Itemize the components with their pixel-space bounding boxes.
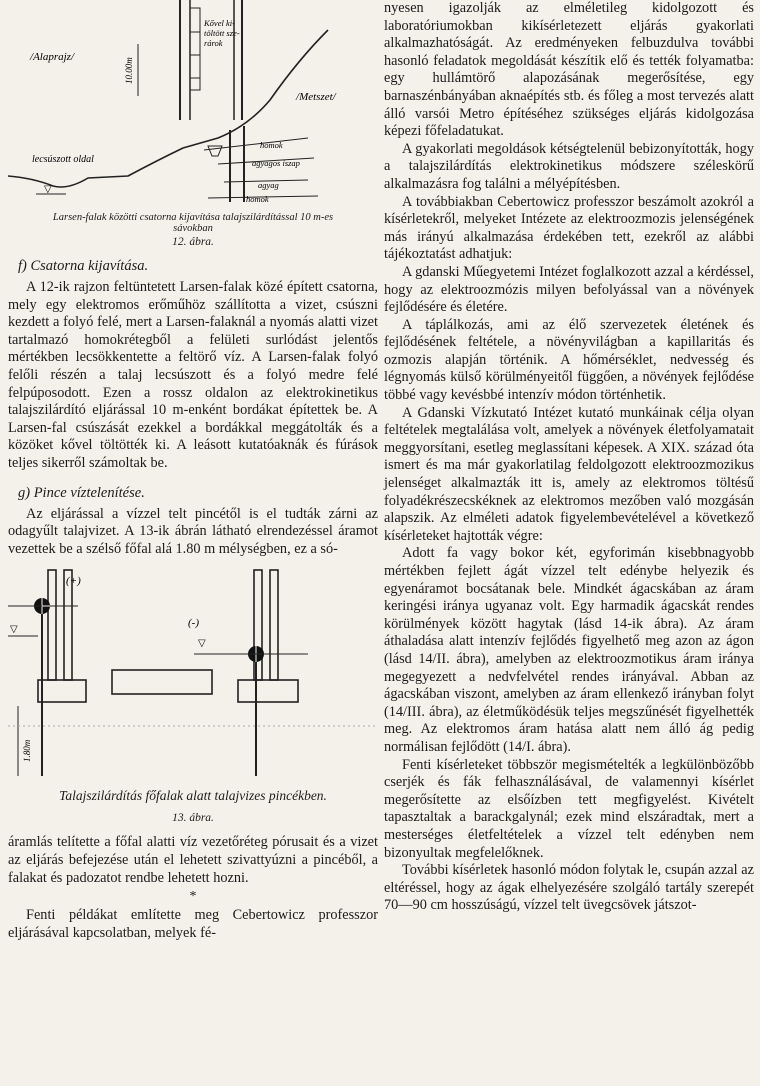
- section-g-heading: g) Pince víztelenítése.: [18, 484, 145, 501]
- left-bottom-paragraph-2: Fenti példákat említette meg Cebertowicz professzor eljárásával kapcsolatban, melyek fé-: [8, 907, 378, 941]
- figure-12: [8, 0, 378, 248]
- fig12-fill-label: Kővel ki-töltött sze-rárok: [204, 18, 240, 48]
- right-column: [384, 0, 754, 915]
- section-g-paragraph: Az eljárással a vízzel telt pincétől is el tudták zárni az odagyűlt talajvizet. A 13-ik ábrán látható elrendezéssel áramot vezettek be a szélső főfal alá 1.80 m mélységben, ez a só-: [8, 505, 378, 557]
- right-paragraph-1: nyesen igazolják az elméletileg kidolgozott és laboratóriumokban kikísérletezett eljárás gyakorlati alkalmazhatóságát. Az eredményeken felbuzdulva további hasonló feladatok megoldását készítik elő és tették folyamatba: egy hullámtörő alapozásának megerősítése, egy barnaszénbányában aknaépítés stb. és főleg a most tervezés alatt álló varsói Metro építéséhez szükséges eljárás kidolgozása képezi főfeladatukat.: [384, 0, 754, 140]
- right-paragraph-5: A táplálkozás, ami az élő szervezetek életének és fejlődésének feltétele, a növényvilágban a kapillaritás és ozmozis alapján történik. A hőmérséklet, nedvesség és légnyomás külső körülményeitől függően, a növények fejlődése többé vagy kevésbbé intenzív módon történhetik.: [384, 316, 754, 404]
- water-level-icon: ▽: [44, 184, 52, 195]
- right-paragraph-6: A Gdanski Vízkutató Intézet kutató munkáinak célja olyan feltételek megtalálása volt, amelyek a növények életfolyamatait meggyorsítani, esetleg meglassítani képesek. A XIX. század óta ismert és ma már gyakorlatilag feldolgozott elektroozmozikus jelenséget alkalmazták itt is, amely az elektromos töltésű folyadékrészecskéknek az elektromos mezőben való mozgásán alapszik. Az elméleti adatok figyelembevételével a következő kísérleteket hajtották végre:: [384, 404, 754, 544]
- right-paragraph-3: A továbbiakban Cebertowicz professzor beszámolt azokról a kísérletekről, melyeket Intézete az elektroozmozis jelenségének más irányú alkalmazása érdekében tett, ezekről az alábbi tájékoztatást adhatjuk:: [384, 193, 754, 263]
- fig13-dim-label: 1.80m: [22, 740, 32, 763]
- figure-13-caption: Talajszilárdítás főfalak alatt talajvizes pincékben.: [59, 788, 327, 804]
- fig12-homok-label: homok: [260, 140, 283, 150]
- right-paragraph-4: A gdanski Műegyetemi Intézet foglalkozott azzal a kérdéssel, hogy az elektroozmózis milyen befolyással van a növények fejlődésére és életére.: [384, 263, 754, 316]
- figure-13-number: 13. ábra.: [172, 812, 214, 825]
- left-bottom-paragraph-1: áramlás telítette a főfal alatti víz vezetőréteg pórusait és a vizet az eljárás befejezése után el lehetett szivattyúzni a pincéből, a falakat és padozatot rendbe lehetett hozni.: [8, 834, 378, 886]
- section-f-paragraph: A 12-ik rajzon feltüntetett Larsen-falak közé épített csatorna, mely egy elektromos erőműhöz szállította a vizet, csúszni kezdett a folyó felé, mert a Larsen-falaknál a nyomás alatti vizet tartalmazó homokrétegből a felületi surlódást jelentős mértékben lecsökkentette a feltörő víz. A Larsen-falak folyó felőli részén a talaj lecsúszott és a folyó medre felé felpúposodott. Ezen a rossz oldalon az elektrokinetikus talajszilárdító eljárással 10 m-enként bordákat építettek be. A Larsen-fal csúszását ezekkel a bordákkal meggátolták és a közöket kővel töltötték ki. A leásott kutatóaknák és fúrások teljes sikerről számoltak be.: [8, 279, 378, 471]
- right-paragraph-9: További kísérletek hasonló módon folytak le, csupán azzal az eltéréssel, hogy az ágak elhelyezésére szolgáló tartály szerepét 70—90 cm hosszúságú, vízzel telt üvegcsövek játszot-: [384, 862, 754, 914]
- right-paragraph-7: Adott fa vagy bokor két, egyforimán kisebbnagyobb mértékben fejlett ágát vízzel telt edénybe helyezik és egyenáramot bocsátanak bele. Mindkét ágacskában az áram keringési iránya ugyanaz volt. Egy harmadik ágacskát rendes körülmények között hagytak (lásd 14-ik ábra). Az áram áthaladása alatt intenzív fejlődés figyelhető meg azon az ágon (lásd 14/II. ábra), amelyben az elektroozmotikus áram iránya megegyezett a nedvfelvétel rendes irányával. Abban az ágacskában viszont, amelyben az áram ellenkező irányban folyt (14/III. ábra), az életműködésük teljes megszűnését figyelhették meg. Az elektromos áram hatása alatt nem álló ág pedig normálisan fejlődött (14/I. ábra).: [384, 545, 754, 755]
- right-paragraph-8: Fenti kísérleteket többször megismételték a legkülönbözőbb cserjék és fák felhasználásával, de valamennyi kísérlet megerősítette az elsőízben tett megfigyelést. Kivételt tapasztaltak a barackgalynál; ezek mind elszáradtak, mert a mesterséges életfeltételek a vízzel telt edényben nem bizonyultak megfelelőknek.: [384, 756, 754, 861]
- fig12-lecsuszott-label: lecsúszott oldal: [32, 154, 94, 165]
- left-column: [8, 0, 378, 942]
- fig12-homok2-label: homok: [246, 194, 269, 204]
- figure-12-number: 12. ábra.: [172, 236, 214, 248]
- figure-12-caption: Larsen-falak közötti csatorna kijavítása talajszilárdítással 10 m-es sávokban: [52, 212, 334, 234]
- figure-12-drawing: [8, 0, 378, 206]
- fig13-plus-label: (+): [66, 575, 81, 588]
- fig12-metszet-label: /Metszet/: [296, 91, 336, 103]
- section-divider-star: *: [189, 889, 197, 905]
- fig12-alaprajz-label: /Alaprajz/: [30, 51, 75, 63]
- water-level-icon: ▽: [10, 624, 18, 636]
- fig12-agyag-label: agyag: [258, 180, 279, 190]
- right-paragraph-2: A gyakorlati megoldások kétségtelenül bebizonyították, hogy a talajszilárdítás elektrokinetikus módszere széleskörű alkalmazásra fog találni a mélyépítésben.: [384, 140, 754, 192]
- section-f-heading: f) Csatorna kijavítása.: [18, 258, 149, 274]
- water-level-icon: ▽: [198, 638, 206, 650]
- fig12-agyagos-label: agyagos iszap: [252, 158, 300, 168]
- figure-13: [8, 566, 378, 824]
- fig13-minus-label: (-): [188, 617, 199, 630]
- figure-13-drawing: [8, 566, 378, 788]
- fig12-dim-label: 10.00m: [124, 57, 134, 84]
